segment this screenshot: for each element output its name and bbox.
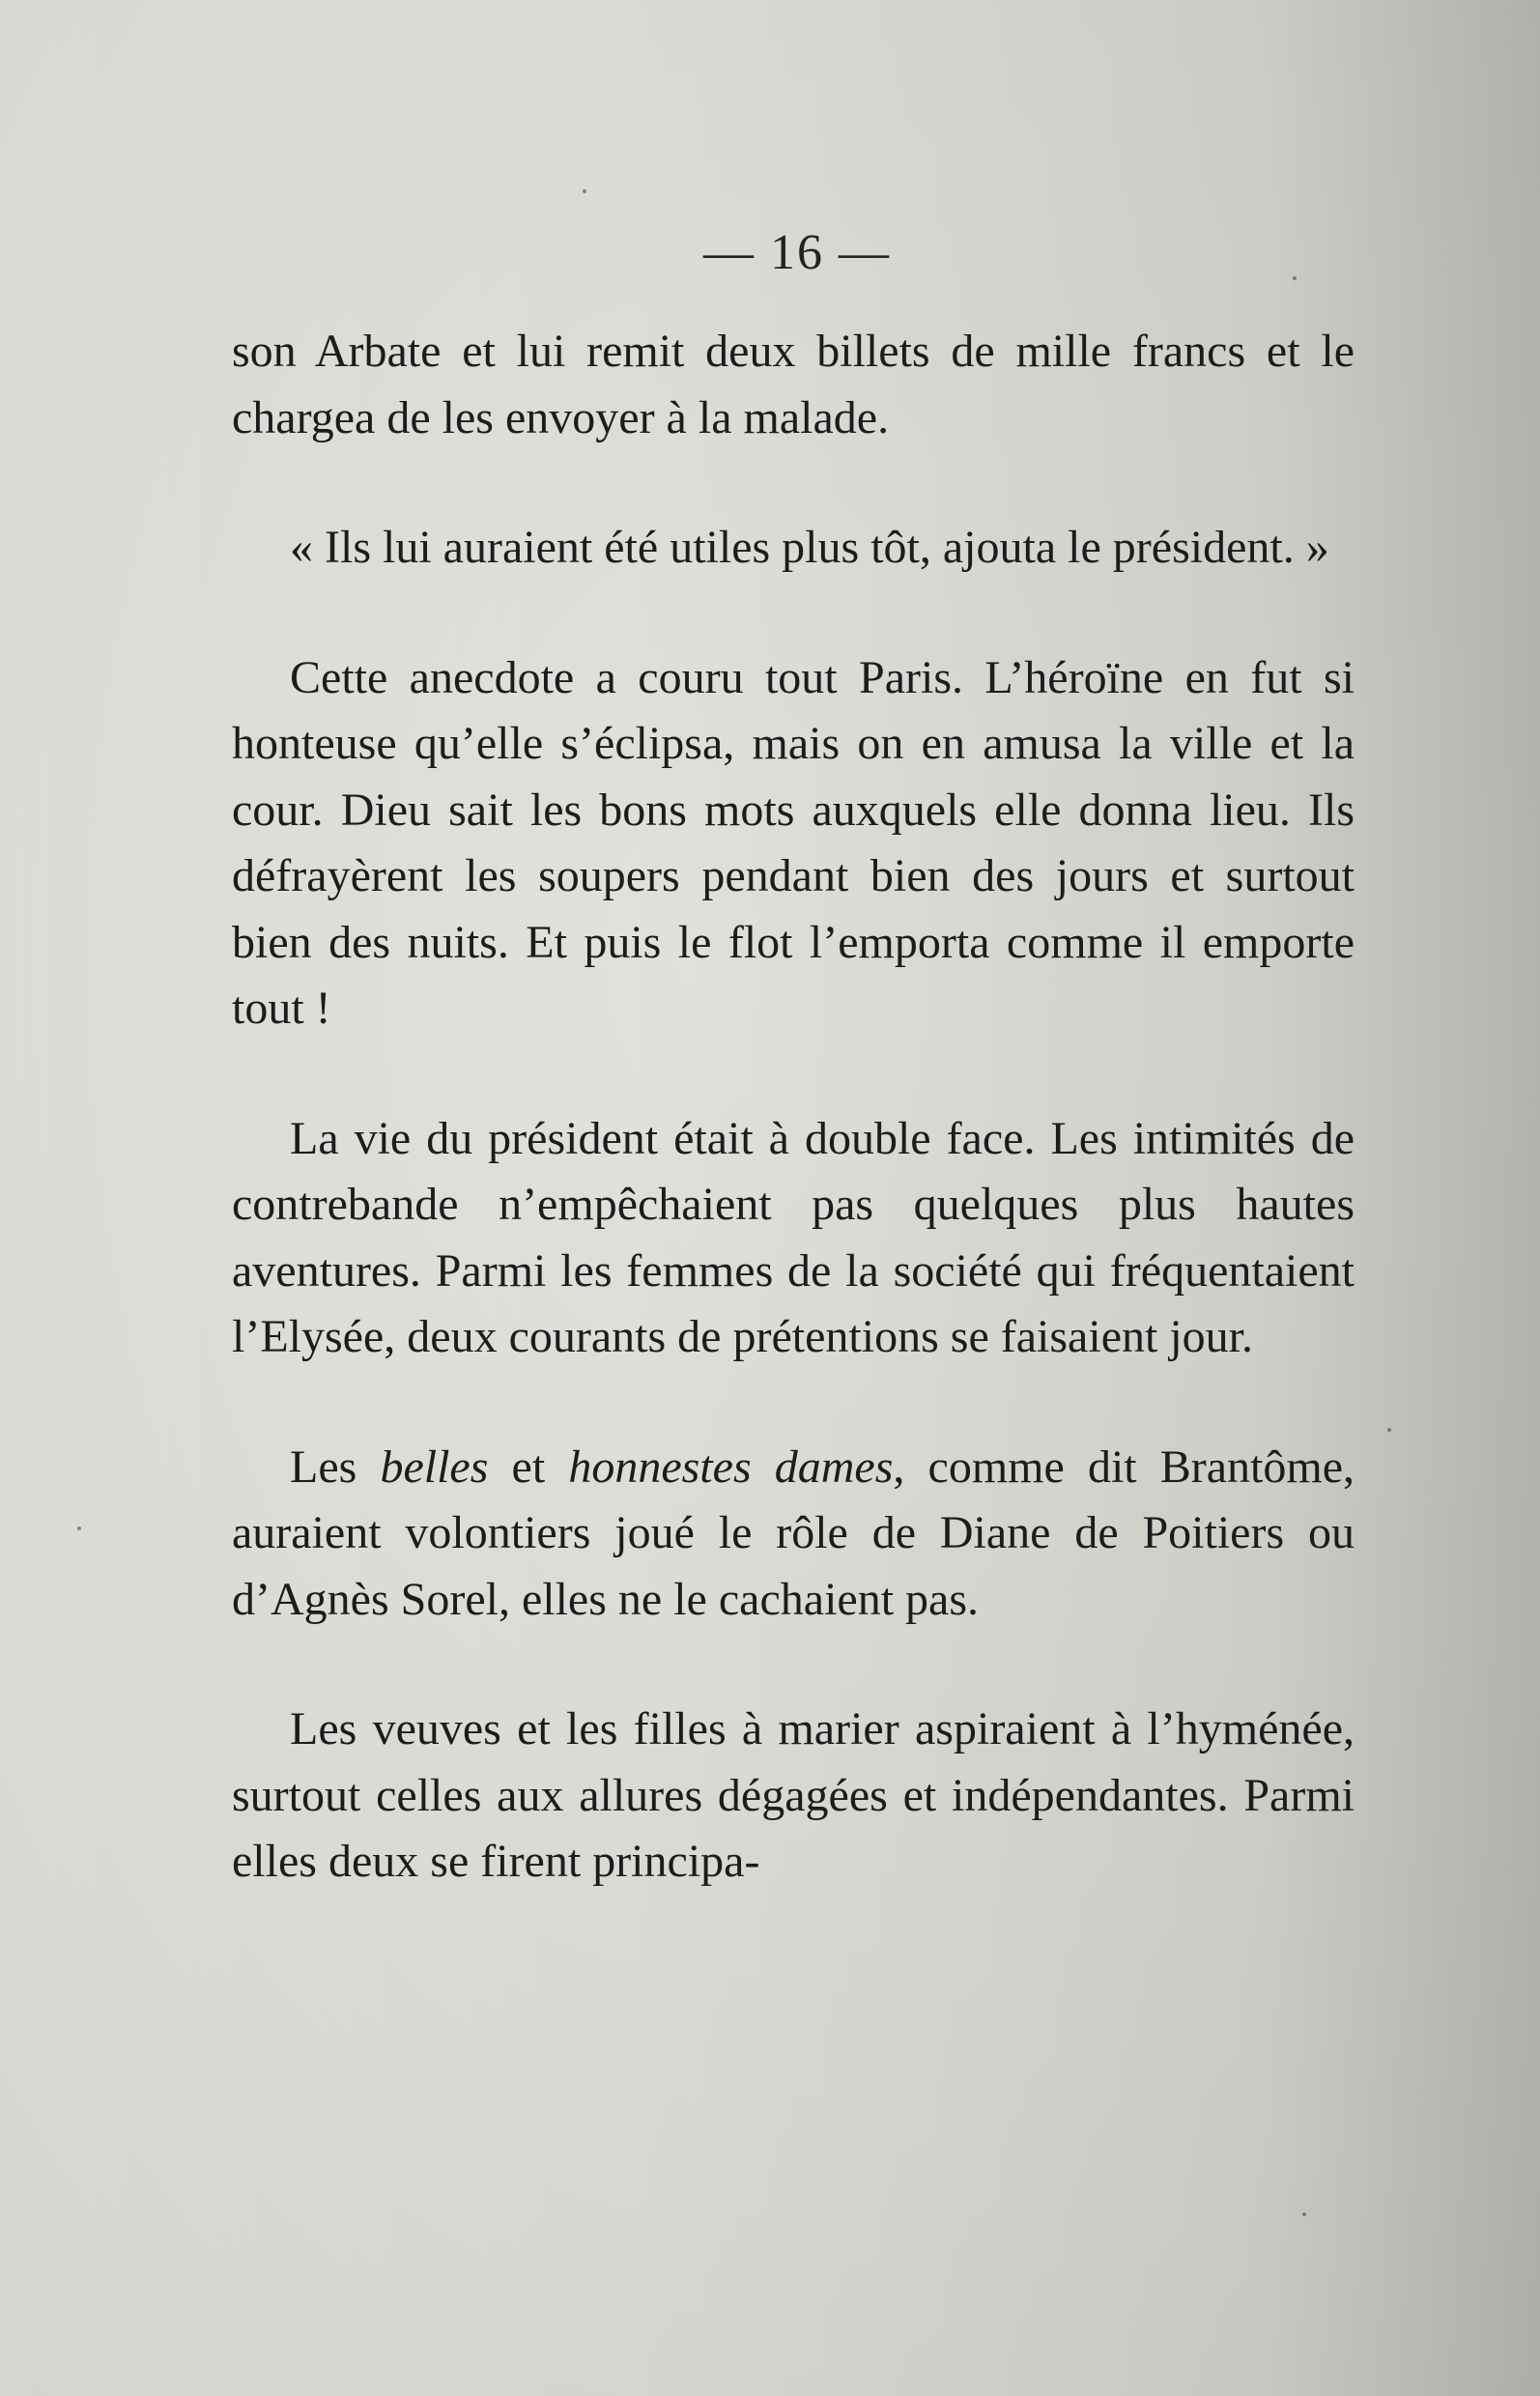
paragraph-continuation: son Arbate et lui remit deux billets de mille francs et le chargea de les envoyer à la malade. [232, 326, 1355, 443]
paper-speck [1293, 276, 1297, 280]
paper-speck [1387, 1428, 1391, 1432]
paragraph-brantome-tail: , comme dit Brantôme, auraient volontiers joué le rôle de Diane de Poitiers ou d’Agnès Sorel, elles ne le cachaient pas. [232, 1440, 1355, 1625]
paragraph-quote: « Ils lui auraient été utiles plus tôt, ajouta le président. » [290, 522, 1329, 573]
body-text [232, 319, 1355, 1896]
italic-honnestes-dames: honnestes dames [568, 1440, 894, 1493]
italic-belles: belles [380, 1440, 489, 1493]
paragraph-brantome-lead: Les [290, 1440, 381, 1493]
paragraph-widows: Les veuves et les filles à marier aspiraient à l’hyménée, surtout celles aux allures dégagées et indépendantes. Parmi elles deux se firent principa- [232, 1703, 1355, 1887]
paragraph-brantome [232, 1435, 1355, 1634]
paper-speck [583, 189, 586, 193]
paper-speck [77, 1526, 81, 1530]
paragraph-anecdote: Cette anecdote a couru tout Paris. L’héroïne en fut si honteuse qu’elle s’éclipsa, mais on en amusa la ville et la cour. Dieu sait les bons mots auxquels elle donna lieu. Ils défrayèrent les soupers pendant bien des jours et surtout bien des nuits. Et puis le flot l’emporta comme il emporte tout ! [232, 651, 1355, 1034]
paragraph-president-life: La vie du président était à double face. Les intimités de contrebande n’empêchaient pas quelques plus hautes aventures. Parmi les femmes de la société qui fréquentaient l’Elysée, deux courants de prétentions se faisaient jour. [232, 1112, 1355, 1362]
page-number: — 16 — [703, 225, 891, 280]
paragraph-brantome-mid: et [488, 1440, 569, 1493]
paper-speck [1302, 2212, 1306, 2216]
